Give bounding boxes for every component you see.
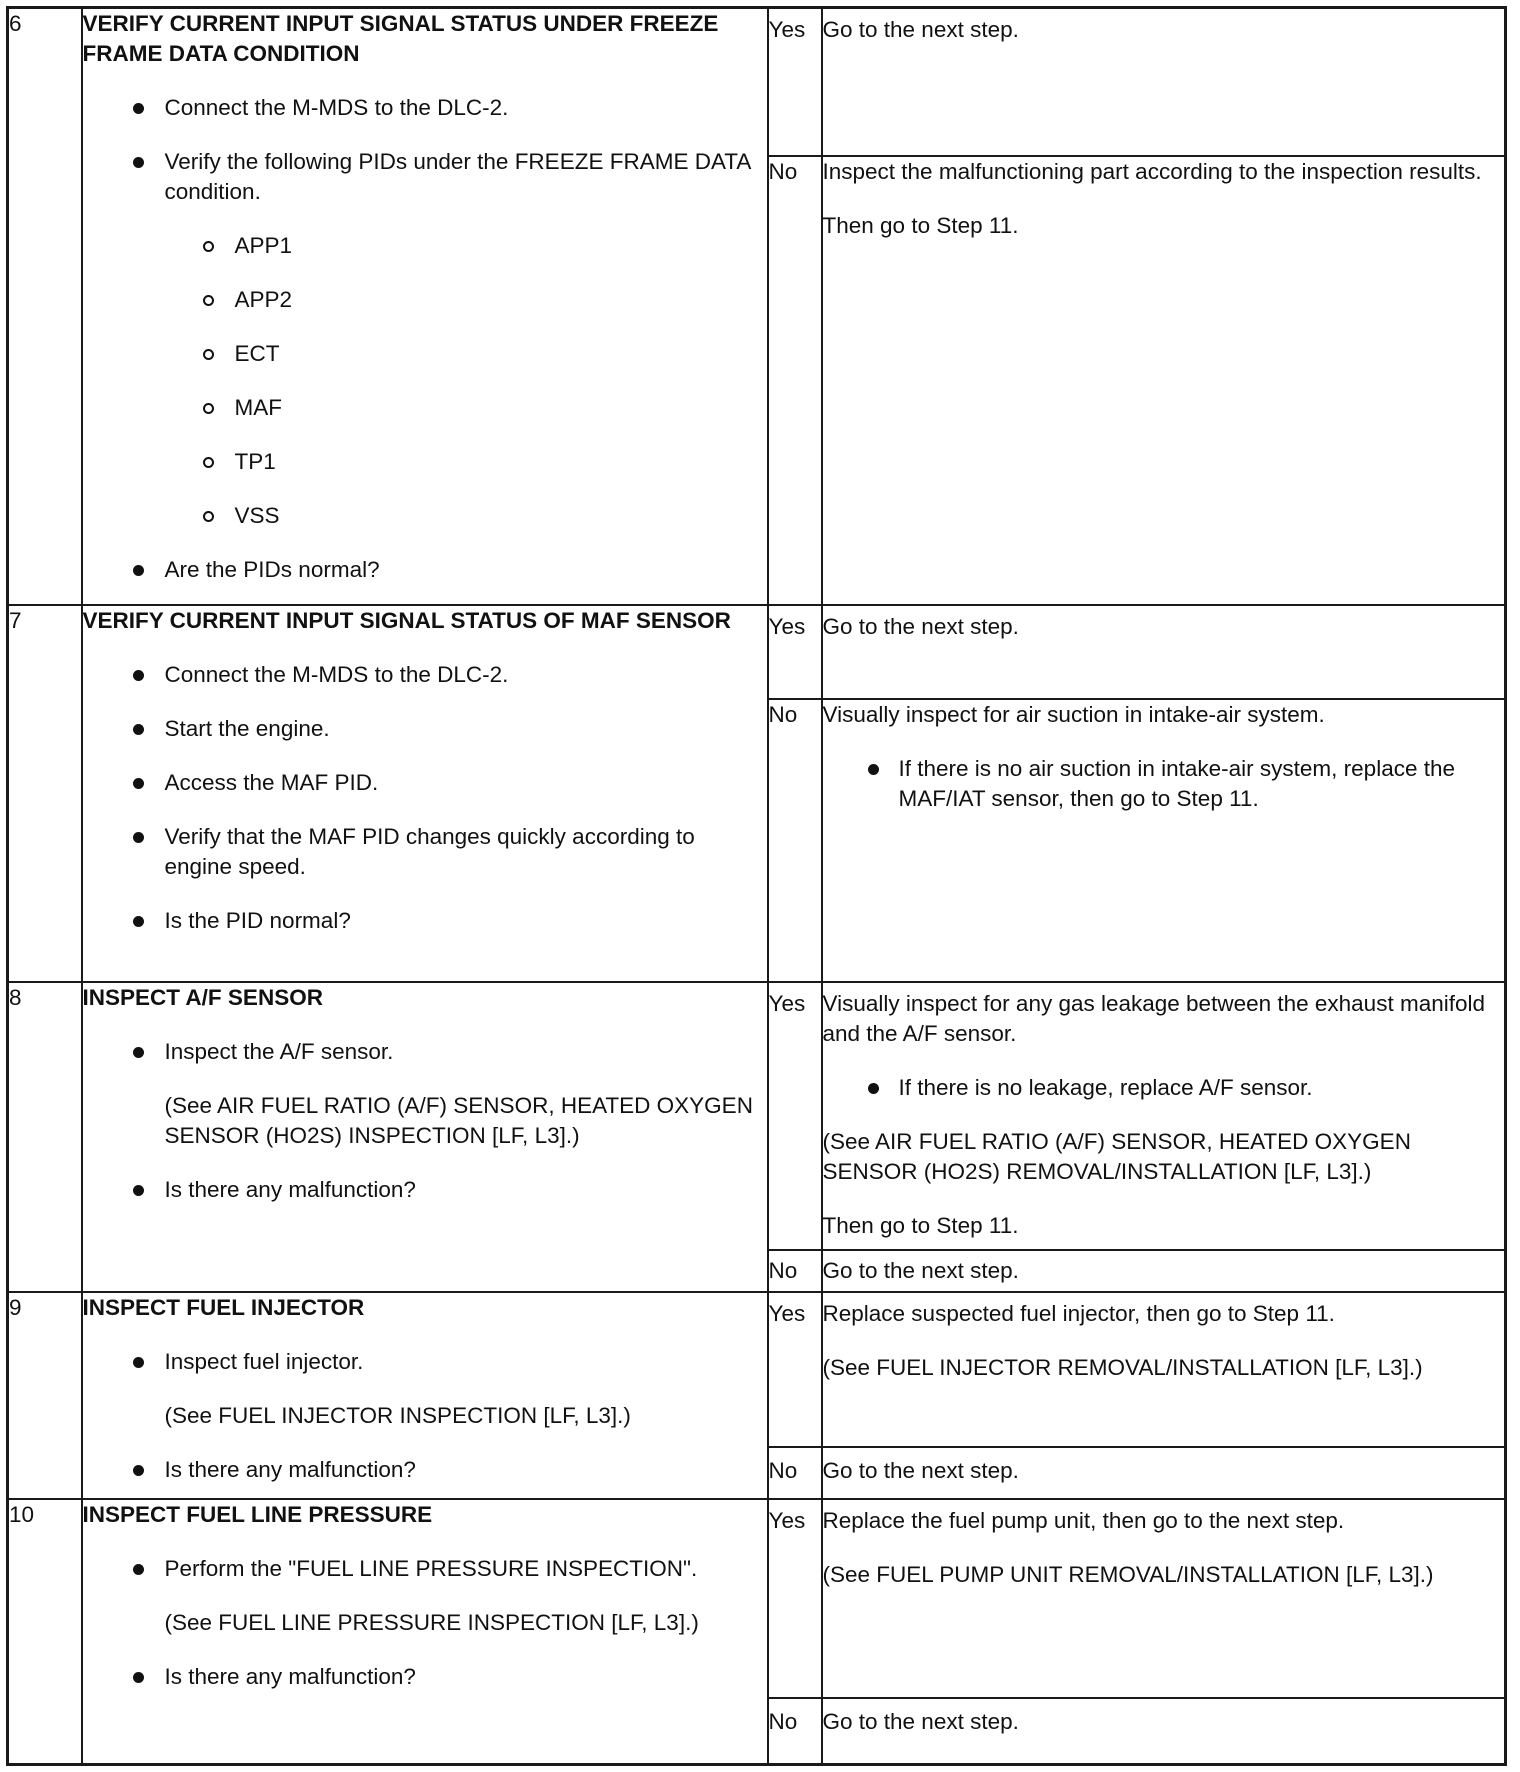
step-6-yes-result: [822, 8, 1506, 156]
step-8-no-result: [822, 1250, 1506, 1292]
step-9-no-text: Go to the next step.: [822, 1457, 1019, 1483]
step-8-yes-text-1: Visually inspect for any gas leakage between the exhaust manifold and the A/F sensor.: [822, 990, 1485, 1046]
step-7-no-label: No: [768, 699, 822, 982]
step-number-7: 7: [8, 605, 82, 982]
step-9-action: [82, 1292, 768, 1499]
step-6-bullet-1: Connect the M-MDS to the DLC-2.: [83, 93, 767, 123]
step-7-no-text: Visually inspect for air suction in intake-air system.: [822, 701, 1325, 727]
pid-item: MAF: [83, 393, 767, 423]
step-10-yes-text-1: Replace the fuel pump unit, then go to the next step.: [822, 1507, 1345, 1533]
pid-item: APP1: [83, 231, 767, 261]
step-10-bullet-1: Perform the "FUEL LINE PRESSURE INSPECTION".: [83, 1554, 767, 1584]
step-9-yes-label: Yes: [768, 1292, 822, 1447]
step-6-yes-label: Yes: [768, 8, 822, 156]
step-7-bullet-4: Verify that the MAF PID changes quickly according to engine speed.: [83, 822, 767, 882]
step-9-no-label: No: [768, 1447, 822, 1499]
step-8-yes-bullet: If there is no leakage, replace A/F sensor.: [823, 1073, 1505, 1103]
step-8-no-label: No: [768, 1250, 822, 1292]
step-10-title: INSPECT FUEL LINE PRESSURE: [82, 1501, 433, 1527]
step-9-yes-text-2: (See FUEL INJECTOR REMOVAL/INSTALLATION [LF, L3].): [822, 1354, 1423, 1380]
step-number-9: 9: [8, 1292, 82, 1499]
step-7-no-result: [822, 699, 1506, 982]
step-8-question: Is there any malfunction?: [83, 1175, 767, 1205]
pid-item: ECT: [83, 339, 767, 369]
step-10-no-text: Go to the next step.: [822, 1708, 1019, 1734]
step-number-8: 8: [8, 982, 82, 1292]
step-6-bullet-2: Verify the following PIDs under the FREEZE FRAME DATA condition.: [83, 147, 767, 207]
step-7-question: Is the PID normal?: [83, 906, 767, 936]
step-8-yes-text-3: Then go to Step 11.: [822, 1212, 1019, 1238]
step-9-question: Is there any malfunction?: [83, 1455, 767, 1485]
step-9-no-result: [822, 1447, 1506, 1499]
step-10-action: [82, 1499, 768, 1765]
step-7-yes-result: [822, 605, 1506, 699]
step-7-title: VERIFY CURRENT INPUT SIGNAL STATUS OF MAF SENSOR: [82, 607, 731, 633]
step-6-no-text-2: Then go to Step 11.: [822, 212, 1019, 238]
step-7-yes-label: Yes: [768, 605, 822, 699]
step-10-question: Is there any malfunction?: [83, 1662, 767, 1692]
step-9-yes-text-1: Replace suspected fuel injector, then go to Step 11.: [822, 1300, 1335, 1326]
step-6-title: VERIFY CURRENT INPUT SIGNAL STATUS UNDER FREEZE FRAME DATA CONDITION: [82, 11, 719, 66]
step-8-bullet-1: Inspect the A/F sensor.: [83, 1037, 767, 1067]
step-8-yes-text-2: (See AIR FUEL RATIO (A/F) SENSOR, HEATED OXYGEN SENSOR (HO2S) REMOVAL/INSTALLATION [LF, L3].): [822, 1128, 1411, 1184]
step-7-action: [82, 605, 768, 982]
step-9-bullet-1: Inspect fuel injector.: [83, 1347, 767, 1377]
pid-item: VSS: [83, 501, 767, 531]
step-10-reference: (See FUEL LINE PRESSURE INSPECTION [LF, L3].): [164, 1609, 699, 1635]
step-10-yes-label: Yes: [768, 1499, 822, 1698]
step-9-reference: (See FUEL INJECTOR INSPECTION [LF, L3].): [164, 1402, 631, 1428]
step-6-no-text-1: Inspect the malfunctioning part according to the inspection results.: [822, 158, 1482, 184]
step-10-yes-text-2: (See FUEL PUMP UNIT REMOVAL/INSTALLATION [LF, L3].): [822, 1561, 1434, 1587]
step-6-no-label: No: [768, 156, 822, 605]
step-7-bullet-1: Connect the M-MDS to the DLC-2.: [83, 660, 767, 690]
step-8-title: INSPECT A/F SENSOR: [82, 984, 323, 1010]
diagnostic-procedure-table: [6, 6, 1507, 1766]
step-10-no-label: No: [768, 1698, 822, 1765]
step-10-no-result: [822, 1698, 1506, 1765]
step-8-yes-label: Yes: [768, 982, 822, 1250]
step-6-yes-text: Go to the next step.: [822, 17, 1019, 42]
step-7-yes-text: Go to the next step.: [822, 613, 1019, 639]
step-7-bullet-3: Access the MAF PID.: [83, 768, 767, 798]
pid-item: APP2: [83, 285, 767, 315]
step-8-no-text: Go to the next step.: [822, 1257, 1019, 1283]
step-6-no-result: [822, 156, 1506, 605]
step-number-10: 10: [8, 1499, 82, 1765]
step-9-title: INSPECT FUEL INJECTOR: [82, 1294, 365, 1320]
step-7-bullet-2: Start the engine.: [83, 714, 767, 744]
step-8-action: [82, 982, 768, 1292]
step-6-question: Are the PIDs normal?: [83, 555, 767, 585]
step-8-reference: (See AIR FUEL RATIO (A/F) SENSOR, HEATED OXYGEN SENSOR (HO2S) INSPECTION [LF, L3].): [164, 1092, 753, 1148]
step-number-6: 6: [8, 8, 82, 605]
step-9-yes-result: [822, 1292, 1506, 1447]
pid-item: TP1: [83, 447, 767, 477]
step-6-action: [82, 8, 768, 605]
step-7-no-bullet: If there is no air suction in intake-air system, replace the MAF/IAT sensor, then go to Step 11.: [823, 754, 1505, 814]
step-8-yes-result: [822, 982, 1506, 1250]
step-10-yes-result: [822, 1499, 1506, 1698]
